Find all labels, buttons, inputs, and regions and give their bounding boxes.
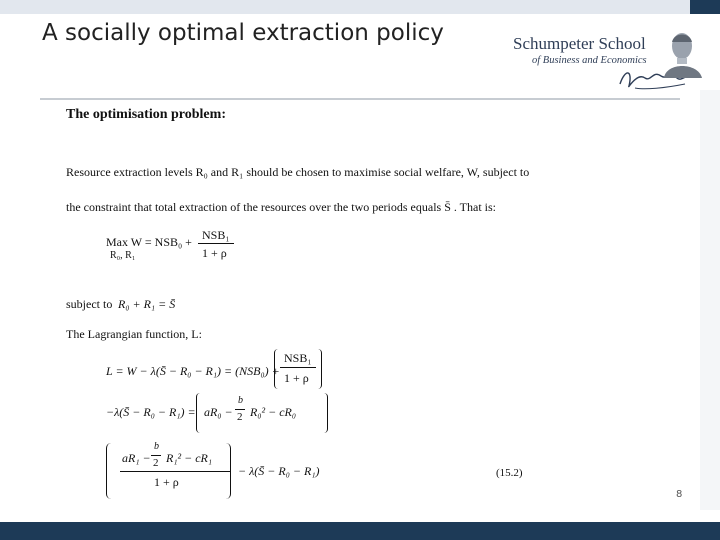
sentence-1: Resource extraction levels R₀ and R₁ should be chosen to maximise social welfare, W, subject to [66, 165, 530, 179]
portrait-icon [658, 28, 704, 78]
logo-line1: Schumpeter School [513, 34, 646, 53]
title-divider [40, 98, 680, 100]
sentence-2: the constraint that total extraction of the resources over the two periods equals S̄ . That is: [66, 200, 496, 214]
eq2-term-a: aR₀ − [204, 405, 233, 419]
eq3-frac-den: 2 [153, 457, 159, 469]
lagrangian-intro: The Lagrangian function, L: [66, 327, 202, 341]
eq1-denominator: 1 + ρ [284, 371, 309, 385]
top-bar-light [0, 0, 690, 14]
eq2-left: −λ(S̄ − R₀ − R₁) = [106, 405, 196, 419]
right-edge-strip [700, 90, 720, 510]
eq3-term-a: aR₁ − [122, 451, 151, 465]
top-bar-dark [690, 0, 720, 14]
eq1-paren-right [318, 349, 322, 389]
eq3-denominator: 1 + ρ [154, 475, 179, 489]
schumpeter-school-logo [510, 28, 705, 94]
section-heading: The optimisation problem: [66, 107, 226, 122]
objective-under: R₀, R₁ [110, 250, 136, 261]
eq1-fraction-bar [280, 367, 316, 368]
eq3-paren-right [226, 443, 231, 499]
eq3-frac-num: b [154, 441, 159, 452]
constraint: R₀ + R₁ = S̄ [118, 297, 176, 311]
top-bar [0, 0, 720, 14]
eq3-paren-left [106, 443, 111, 499]
objective-fraction-bar [198, 243, 234, 244]
eq3-term-b: R₁² − cR₁ [166, 451, 213, 465]
eq2-frac-num: b [238, 395, 243, 406]
bottom-bar [0, 522, 720, 540]
objective-denominator: 1 + ρ [202, 246, 227, 260]
eq2-paren-right [324, 393, 328, 433]
eq2-term-b: R₀² − cR₀ [250, 405, 297, 419]
logo-line2: of Business and Economics [532, 55, 647, 66]
equation-number: (15.2) [496, 467, 523, 479]
slide-content [66, 107, 626, 487]
eq3-fraction-bar [151, 455, 161, 456]
eq1-numerator: NSB₁ [284, 351, 312, 365]
eq2-frac-den: 2 [237, 411, 243, 423]
objective-numerator: NSB₁ [202, 228, 230, 242]
slide-title: A socially optimal extraction policy [42, 20, 444, 46]
eq3-main-fraction-bar [120, 471, 230, 472]
subject-to-label: subject to [66, 297, 113, 311]
eq2-paren-left [196, 393, 200, 433]
eq1-left: L = W − λ(S̄ − R₀ − R₁) = (NSB₀) + [106, 364, 280, 378]
eq3-tail: − λ(S̄ − R₀ − R₁) [238, 464, 320, 478]
eq1-paren-left [274, 349, 278, 389]
page-number: 8 [676, 489, 683, 500]
eq2-fraction-bar [235, 409, 245, 410]
objective-max: Max W = NSB₀ + [106, 235, 192, 249]
